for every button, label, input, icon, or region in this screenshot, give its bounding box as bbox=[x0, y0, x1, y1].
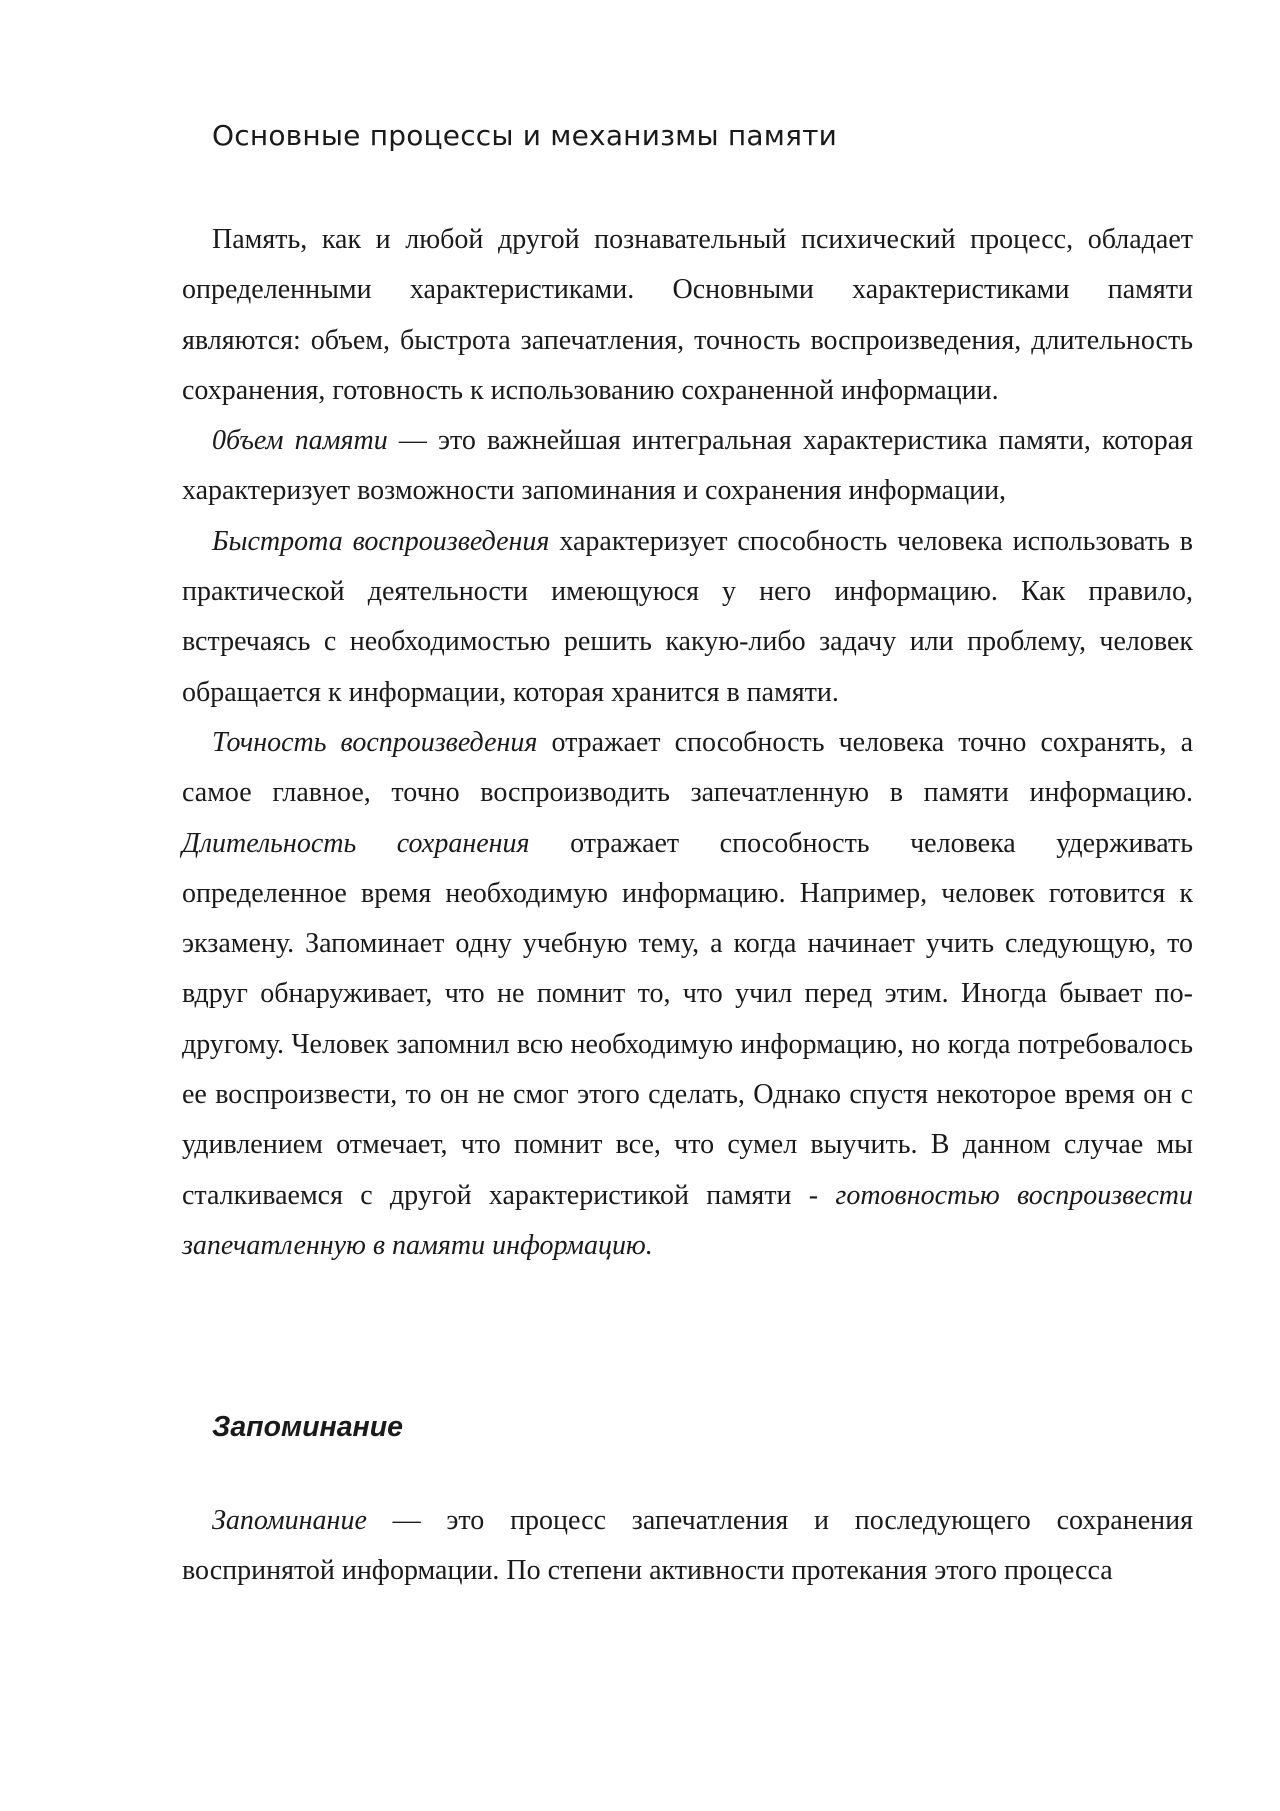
memorization-text: — это процесс запечатления и последующего сохранения воспринятой информации. По степени активности протекания этого процесса bbox=[182, 1505, 1193, 1587]
accuracy-text-1: отражает способность человека точно сохранять, а самое главное, точно воспроизводить запечатленную в памяти информацию. bbox=[182, 726, 1193, 809]
body-text-block bbox=[182, 215, 1193, 1271]
intro-text: Память, как и любой другой познавательный психический процесс, обладает определенными характеристиками. Основными характеристиками памяти являются: объем, быстрота запечатления, точность воспроизведения, длительность сохранения, готовность к использованию сохраненной информации. bbox=[182, 224, 1193, 406]
term-volume: 0бъем памяти bbox=[212, 425, 388, 457]
paragraph-memorization bbox=[182, 1496, 1193, 1597]
accuracy-text-2: отражает способность человека удерживать определенное время необходимую информацию. Например, человек готовится к экзамену. Запоминает одну учебную тему, а когда начинает учить следующую, то вдруг обнаруживает, что не помнит то, что учил перед этим. Иногда бывает по-другому. Человек запомнил всю необходимую информацию, но когда потребовалось ее воспроизвести, то он не смог этого сделать, Однако спустя некоторое время он с удивлением отмечает, что помнит все, что сумел выучить. В данном случае мы сталкиваемся с другой характеристикой памяти - bbox=[182, 827, 1193, 1211]
paragraph-volume bbox=[182, 416, 1193, 517]
volume-text: — это важнейшая интегральная характеристика памяти, которая характеризует возможности запоминания и сохранения информации, bbox=[182, 425, 1193, 507]
paragraph-speed bbox=[182, 517, 1193, 718]
term-readiness: готовностью воспроизвести запечатленную в памяти информацию. bbox=[182, 1179, 1193, 1261]
page-title: Основные процессы и механизмы памяти bbox=[212, 119, 838, 152]
section-heading-memorization: Запоминание bbox=[212, 1411, 404, 1443]
term-accuracy: Точность воспроизведения bbox=[212, 726, 538, 758]
paragraph-accuracy bbox=[182, 718, 1193, 1271]
paragraph-intro bbox=[182, 215, 1193, 416]
term-speed: Быстрота воспроизведения bbox=[212, 525, 550, 557]
term-memorization: Запоминание bbox=[212, 1505, 367, 1536]
speed-text: характеризует способность человека использовать в практической деятельности имеющуюся у него информацию. Как правило, встречаясь с необходимостью решить какую-либо задачу или проблему, человек обращается к информации, которая хранится в памяти. bbox=[182, 525, 1193, 708]
term-duration: Длительность сохранения bbox=[182, 827, 530, 859]
body-text-block-2 bbox=[182, 1496, 1193, 1597]
